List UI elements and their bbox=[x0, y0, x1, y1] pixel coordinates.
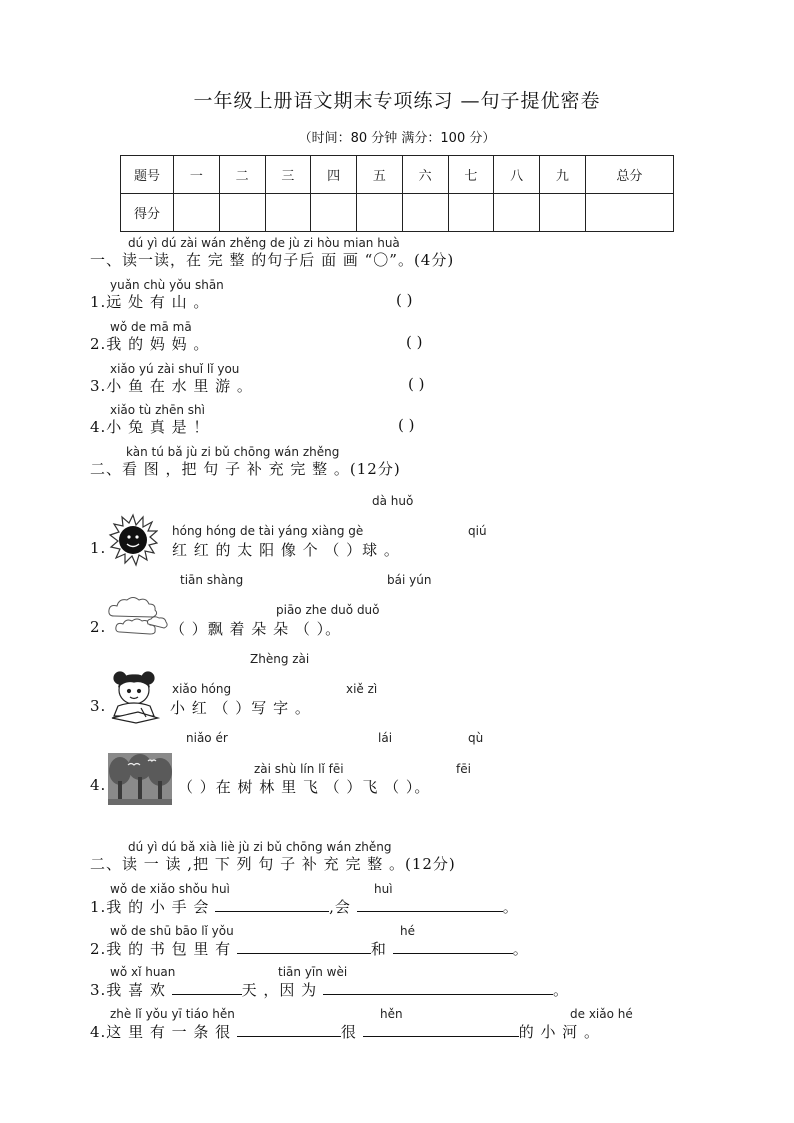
s2-item2-number: 2. bbox=[90, 618, 107, 636]
page-subtitle: （时间：80 分钟 满分：100 分） bbox=[298, 131, 496, 146]
s2-item1-pinyin-b: qiú bbox=[468, 524, 487, 538]
s3-item4-blank-2[interactable] bbox=[363, 1021, 519, 1037]
score-input-cell[interactable] bbox=[402, 194, 448, 232]
s3-item4-text-a: 4.这 里 有 一 条 很 bbox=[90, 1023, 237, 1041]
section2-pinyin: kàn tú bǎ jù zi bǔ chōng wán zhěng bbox=[126, 445, 340, 459]
s2-item1-pinyin-top: dà huǒ bbox=[372, 494, 414, 508]
s2-item1-number: 1. bbox=[90, 539, 107, 557]
s3-item2-text-c: 。 bbox=[512, 940, 529, 958]
s3-item2-text-a: 2.我 的 书 包 里 有 bbox=[90, 940, 237, 958]
s1-item1-text: 1.远 处 有 山 。 bbox=[90, 293, 210, 311]
section3-pinyin: dú yì dú bǎ xià liè jù zi bǔ chōng wán zhěng bbox=[128, 840, 392, 854]
page-title: 一年级上册语文期末专项练习 —句子提优密卷 bbox=[193, 90, 601, 112]
s3-item3-pinyin: wǒ xǐ huan bbox=[110, 965, 176, 979]
section1-heading: 一、读一读，在 完 整 的句子后 面 画 “〇”。(4分) bbox=[90, 251, 455, 269]
s3-item3-blank-1[interactable] bbox=[172, 979, 242, 995]
s3-item4-pinyin-c: de xiǎo hé bbox=[570, 1007, 633, 1021]
score-input-cell[interactable] bbox=[540, 194, 586, 232]
score-input-cell[interactable] bbox=[494, 194, 540, 232]
s2-item3-number: 3. bbox=[90, 697, 107, 715]
score-input-cell[interactable] bbox=[265, 194, 311, 232]
score-table-header-row bbox=[121, 156, 674, 194]
s1-item3-text: 3.小 鱼 在 水 里 游 。 bbox=[90, 377, 253, 395]
s3-item2-pinyin: wǒ de shū bāo lǐ yǒu bbox=[110, 924, 234, 938]
s1-item4-text: 4.小 兔 真 是 ！ bbox=[90, 418, 210, 436]
s3-item4-text-b: 很 bbox=[340, 1023, 363, 1041]
s1-item2-answer[interactable]: ( ) bbox=[406, 333, 423, 351]
s2-item4-number: 4. bbox=[90, 776, 107, 794]
clouds-image bbox=[106, 594, 170, 640]
score-header-cell: 题号 bbox=[121, 156, 174, 194]
s2-item4-sentence: （ ）在 树 林 里 飞 （ ）飞 （ ）。 bbox=[178, 778, 431, 796]
s2-item3-pinyin-b: xiě zì bbox=[346, 682, 378, 696]
s3-item4-line bbox=[90, 1021, 600, 1042]
score-input-cell[interactable] bbox=[219, 194, 265, 232]
score-header-cell: 三 bbox=[265, 156, 311, 194]
section2-heading: 二、看 图 ，把 句 子 补 充 完 整 。(12分) bbox=[90, 460, 401, 478]
s1-item1-answer[interactable]: ( ) bbox=[396, 291, 413, 309]
s3-item1-line bbox=[90, 896, 519, 917]
s2-item4-pinyin-b: lái bbox=[378, 731, 393, 745]
s3-item2-pinyin-b: hé bbox=[400, 924, 415, 938]
s3-item4-text-c: 的 小 河 。 bbox=[518, 1023, 601, 1041]
s3-item1-text-a: 1.我 的 小 手 会 bbox=[90, 898, 216, 916]
s2-item1-sentence: 红 红 的 太 阳 像 个 （ ）球 。 bbox=[172, 541, 400, 559]
s1-item4-answer[interactable]: ( ) bbox=[398, 416, 415, 434]
s3-item1-text-b: ,会 bbox=[329, 898, 357, 916]
s3-item1-pinyin-b: huì bbox=[374, 882, 393, 896]
score-header-cell: 七 bbox=[448, 156, 494, 194]
s3-item1-blank-2[interactable] bbox=[357, 896, 503, 912]
section1-pinyin: dú yì dú zài wán zhěng de jù zi hòu mian huà bbox=[128, 236, 400, 250]
score-header-cell: 一 bbox=[174, 156, 220, 194]
s2-item3-sentence: 小 红 （ ）写 字 。 bbox=[170, 699, 311, 717]
s3-item2-blank-1[interactable] bbox=[237, 938, 371, 954]
score-header-cell: 四 bbox=[311, 156, 357, 194]
score-header-cell: 五 bbox=[357, 156, 403, 194]
s1-item4-pinyin: xiǎo tù zhēn shì bbox=[110, 403, 205, 417]
score-input-cell[interactable] bbox=[311, 194, 357, 232]
s2-item4-pinyin-top: niǎo ér bbox=[186, 731, 228, 745]
s3-item2-text-b: 和 bbox=[370, 940, 393, 958]
score-input-cell[interactable] bbox=[174, 194, 220, 232]
forest-birds-image bbox=[108, 753, 172, 805]
s3-item3-pinyin-b: tiān yīn wèi bbox=[278, 965, 348, 979]
s2-item2-pinyin-c: piāo zhe duǒ duǒ bbox=[276, 603, 380, 617]
s2-item3-pinyin: xiǎo hóng bbox=[172, 682, 232, 696]
score-input-cell[interactable] bbox=[448, 194, 494, 232]
s3-item4-pinyin-b: hěn bbox=[380, 1007, 403, 1021]
s2-item3-pinyin-top: Zhèng zài bbox=[250, 652, 310, 666]
s1-item3-pinyin: xiǎo yú zài shuǐ lǐ you bbox=[110, 362, 240, 376]
s1-item3-answer[interactable]: ( ) bbox=[408, 375, 425, 393]
s2-item4-pinyin: zài shù lín lǐ fēi bbox=[254, 762, 344, 776]
s3-item1-pinyin: wǒ de xiǎo shǒu huì bbox=[110, 882, 230, 896]
s3-item3-text-b: 天 ，因 为 bbox=[241, 981, 323, 999]
s2-item2-pinyin-b: bái yún bbox=[387, 573, 432, 587]
s3-item3-text-c: 。 bbox=[552, 981, 569, 999]
s1-item2-pinyin: wǒ de mā mā bbox=[110, 320, 192, 334]
s2-item2-pinyin: tiān shàng bbox=[180, 573, 244, 587]
s2-item4-pinyin-c: qù bbox=[468, 731, 484, 745]
score-input-cell[interactable] bbox=[585, 194, 673, 232]
s3-item3-line bbox=[90, 979, 569, 1000]
section3-heading: 二、读 一 读 ,把 下 列 句 子 补 充 完 整 。(12分) bbox=[90, 855, 456, 873]
score-row-label: 得分 bbox=[121, 194, 174, 232]
s1-item2-text: 2.我 的 妈 妈 。 bbox=[90, 335, 210, 353]
s2-item4-pinyin-d: fēi bbox=[456, 762, 471, 776]
score-table bbox=[120, 155, 674, 232]
score-header-cell: 六 bbox=[402, 156, 448, 194]
s2-item1-pinyin: hóng hóng de tài yáng xiàng gè bbox=[172, 524, 364, 538]
s3-item2-blank-2[interactable] bbox=[393, 938, 513, 954]
s3-item4-blank-1[interactable] bbox=[237, 1021, 341, 1037]
s3-item3-blank-2[interactable] bbox=[323, 979, 553, 995]
s3-item1-blank-1[interactable] bbox=[215, 896, 329, 912]
s3-item3-text-a: 3.我 喜 欢 bbox=[90, 981, 172, 999]
s1-item1-pinyin: yuǎn chù yǒu shān bbox=[110, 278, 224, 292]
score-table-score-row bbox=[121, 194, 674, 232]
score-header-cell: 九 bbox=[540, 156, 586, 194]
score-header-cell: 总分 bbox=[585, 156, 673, 194]
s3-item2-line bbox=[90, 938, 529, 959]
score-input-cell[interactable] bbox=[357, 194, 403, 232]
s2-item2-sentence: （ ）飘 着 朵 朵 （ ）。 bbox=[170, 620, 342, 638]
s3-item4-pinyin: zhè lǐ yǒu yī tiáo hěn bbox=[110, 1007, 235, 1021]
sun-image bbox=[108, 513, 158, 567]
s3-item1-text-c: 。 bbox=[502, 898, 519, 916]
score-header-cell: 二 bbox=[219, 156, 265, 194]
score-header-cell: 八 bbox=[494, 156, 540, 194]
girl-writing-image bbox=[108, 668, 160, 724]
